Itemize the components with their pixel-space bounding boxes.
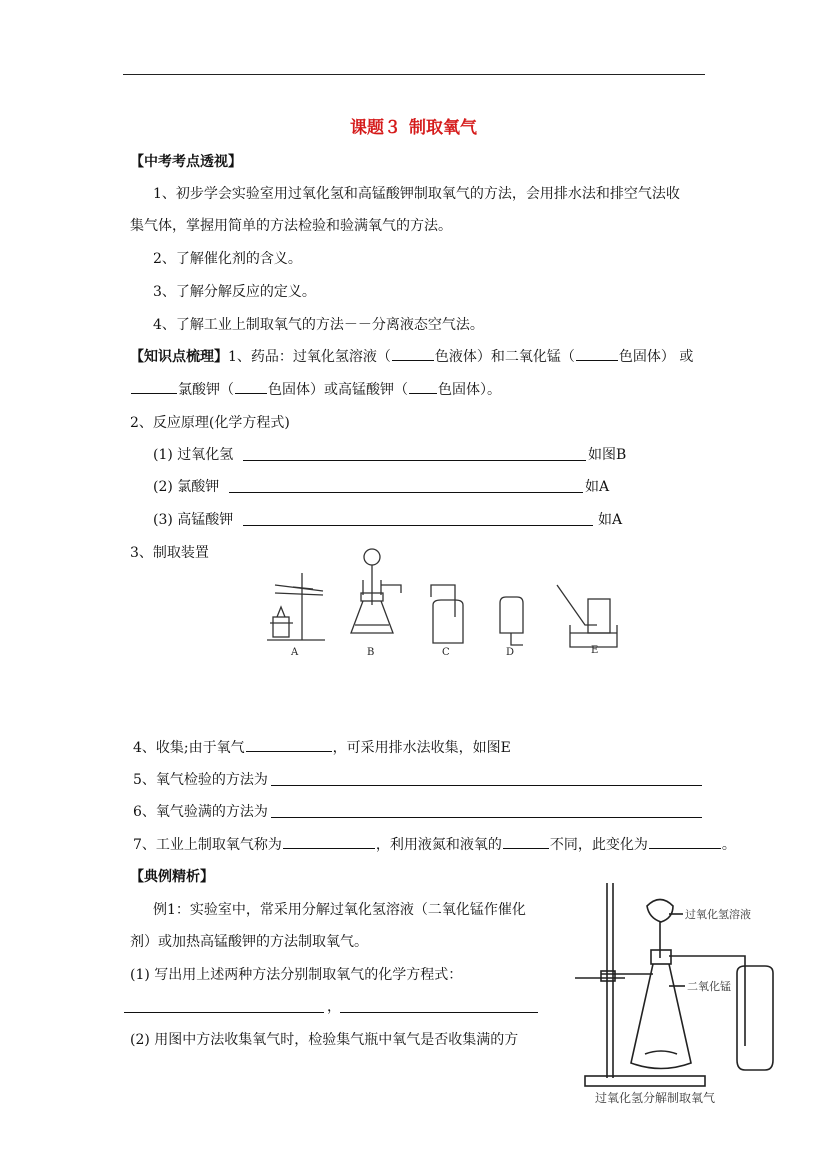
example-line-4: (2) 用图中方法收集氧气时，检验集气瓶中氧气是否收集满的方 — [130, 1032, 519, 1048]
test-blank[interactable] — [271, 785, 702, 786]
blank-kclo3-prefix[interactable] — [131, 379, 177, 394]
blank-boiling-point[interactable] — [503, 834, 549, 849]
svg-text:C: C — [442, 647, 450, 658]
reaction-2-blank[interactable] — [229, 492, 583, 493]
reaction-1-blank[interactable] — [243, 460, 586, 461]
blank-oxygen-property[interactable] — [246, 737, 332, 752]
example-blank-2[interactable] — [340, 1012, 538, 1013]
example-blank-1[interactable] — [124, 1012, 324, 1013]
blank-kclo3-color[interactable] — [235, 379, 267, 394]
reaction-2-note: 如A — [585, 479, 610, 495]
example-line-3: (1) 写出用上述两种方法分别制取氧气的化学方程式： — [130, 967, 463, 983]
reaction-1-label: (1) 过氧化氢 — [153, 447, 234, 463]
svg-text:A: A — [291, 647, 299, 658]
reaction-3-note: 如A — [598, 512, 623, 528]
full-blank[interactable] — [271, 817, 702, 818]
svg-text:过氧化氢分解制取氧气: 过氧化氢分解制取氧气 — [595, 1091, 716, 1105]
blank-h2o2-color[interactable] — [392, 346, 434, 361]
example-line-1: 例1：实验室中，常采用分解过氧化氢溶液（二氧化锰作催化 — [153, 902, 526, 918]
apparatus-figure — [255, 545, 625, 660]
blank-industry-name[interactable] — [283, 834, 375, 849]
test-label: 5、氧气检验的方法为 — [133, 772, 268, 788]
blank-change-type[interactable] — [649, 834, 721, 849]
example-line-2: 剂）或加热高锰酸钾的方法制取氧气。 — [130, 934, 368, 950]
collect-line: 4、收集;由于氧气 ，可采用排水法收集，如图E — [133, 737, 511, 757]
full-label: 6、氧气验满的方法为 — [133, 804, 268, 820]
industry-line: 7、工业上制取氧气称为 ，利用液氮和液氧的 不同，此变化为 。 — [133, 834, 736, 854]
exam-point-2: 2、了解催化剂的含义。 — [153, 251, 302, 267]
knowledge-heading: 【知识点梳理】 — [130, 349, 228, 365]
drugs-line-1: 【知识点梳理】1、药品：过氧化氢溶液（ 色液体）和二氧化锰（ 色固体） 或 — [130, 346, 693, 366]
reaction-1-note: 如图B — [588, 447, 627, 463]
exam-point-1-cont: 集气体，掌握用简单的方法检验和验满氧气的方法。 — [130, 218, 452, 234]
exam-point-4: 4、了解工业上制取氧气的方法－－分离液态空气法。 — [153, 317, 484, 333]
apparatus-heading: 3、制取装置 — [130, 545, 209, 561]
svg-text:过氧化氢溶液: 过氧化氢溶液 — [685, 908, 751, 921]
reaction-3-blank[interactable] — [243, 525, 593, 526]
header-rule — [123, 74, 705, 75]
principle-heading: 2、反应原理(化学方程式) — [130, 415, 290, 431]
example-apparatus-figure — [565, 878, 775, 1108]
exam-point-3: 3、了解分解反应的定义。 — [153, 284, 316, 300]
svg-text:B: B — [367, 647, 375, 658]
blank-kmno4-color[interactable] — [409, 379, 437, 394]
exam-points-heading: 【中考考点透视】 — [130, 154, 242, 170]
exam-point-1: 1、初步学会实验室用过氧化氢和高锰酸钾制取氧气的方法，会用排水法和排空气法收 — [153, 186, 680, 202]
drugs-line-2: 氯酸钾（ 色固体）或高锰酸钾（ 色固体）。 — [130, 379, 501, 399]
page-title: 课题３ 制取氧气 — [350, 118, 477, 138]
blank-mno2-color[interactable] — [576, 346, 618, 361]
svg-text:D: D — [506, 647, 515, 658]
reaction-3-label: (3) 高锰酸钾 — [153, 512, 234, 528]
svg-text:E: E — [591, 645, 599, 656]
example-heading: 【典例精析】 — [130, 869, 214, 885]
example-comma: ， — [327, 999, 341, 1015]
svg-text:二氧化锰: 二氧化锰 — [687, 980, 731, 993]
reaction-2-label: (2) 氯酸钾 — [153, 479, 220, 495]
